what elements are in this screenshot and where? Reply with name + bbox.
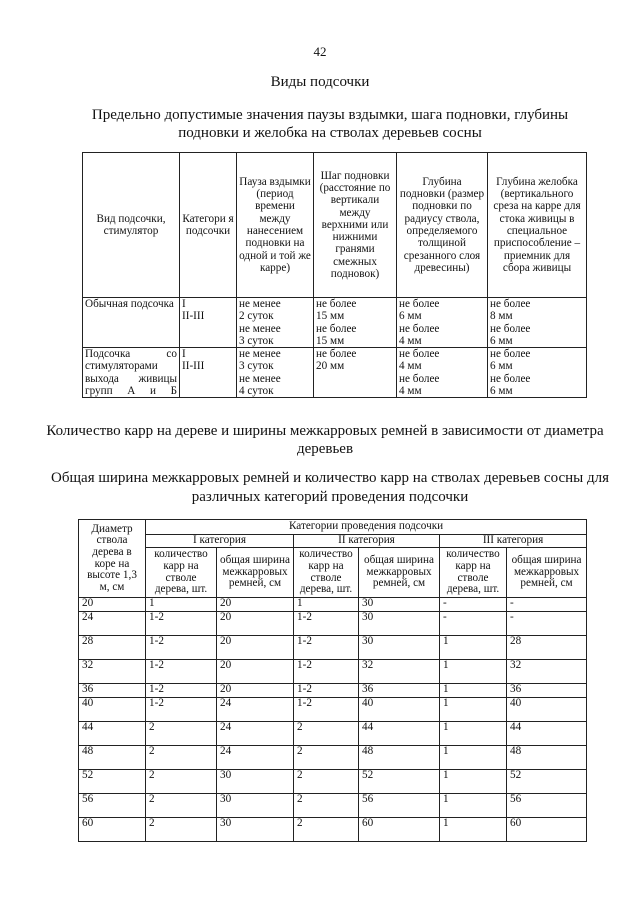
table-cell: - — [440, 598, 507, 612]
carre-count-table — [78, 519, 587, 842]
table-cell: 56 — [507, 794, 587, 818]
header-categories: Категории проведения подсочки — [146, 520, 587, 535]
table-cell: 2 — [146, 818, 217, 842]
cell-diameter: 36 — [79, 684, 146, 698]
table-row — [79, 598, 587, 612]
table-cell: 20 — [217, 660, 294, 684]
table2-body — [79, 598, 587, 842]
table-row — [79, 684, 587, 698]
table-cell: 1-2 — [294, 698, 359, 722]
header-width-2: общая ширина межкарровых ремней, см — [359, 548, 440, 598]
cell-diameter: 20 — [79, 598, 146, 612]
table-cell: 2 — [146, 746, 217, 770]
table-cell: 1-2 — [294, 636, 359, 660]
table-row — [79, 770, 587, 794]
table-cell: 60 — [507, 818, 587, 842]
table1-caption: Предельно допустимые значения паузы вздымки, шага подновки, глубины подновки и желобка на стволах деревьев сосны — [91, 107, 569, 141]
section-subtitle: Количество карр на дереве и ширины межкарровых ремней в зависимости от диаметра деревьев — [46, 423, 604, 457]
table-cell: 20 — [217, 612, 294, 636]
table-cell: 1-2 — [146, 612, 217, 636]
table-cell: 2 — [294, 746, 359, 770]
header-diameter: Диаметр ствола дерева в коре на высоте 1,3 м, см — [79, 520, 146, 598]
cell-diameter: 48 — [79, 746, 146, 770]
category-3: III категория — [440, 535, 587, 548]
cell-type: Обычная подсочка — [83, 298, 180, 348]
table-cell: 30 — [217, 818, 294, 842]
table-row — [79, 746, 587, 770]
table-cell: 56 — [359, 794, 440, 818]
table-cell: 2 — [294, 818, 359, 842]
table2-caption: Общая ширина межкарровых ремней и количество карр на стволах деревьев сосны для различных категорий проведения подсочки — [51, 470, 609, 505]
table-cell: 1 — [294, 598, 359, 612]
cell-step: не более 15 мм не более 15 мм — [314, 298, 397, 348]
table-row — [79, 660, 587, 684]
category-2: II категория — [294, 535, 440, 548]
table2-header-row — [79, 520, 587, 535]
cell-diameter: 56 — [79, 794, 146, 818]
table-cell: 24 — [217, 746, 294, 770]
table-cell: 48 — [507, 746, 587, 770]
header-type: Вид подсочки, стимулятор — [83, 153, 180, 298]
table-cell: 1 — [440, 722, 507, 746]
table-cell: 1 — [440, 698, 507, 722]
table-cell: 1 — [440, 684, 507, 698]
table-row — [83, 348, 587, 398]
table-cell: 2 — [294, 794, 359, 818]
table-cell: 30 — [359, 612, 440, 636]
category-1: I категория — [146, 535, 294, 548]
cell-type: Подсочка со стимуляторами выхода живицы групп А и Б — [83, 348, 180, 398]
section-title: Виды подсочки — [270, 74, 370, 90]
table-cell: 30 — [359, 636, 440, 660]
table-cell: 52 — [507, 770, 587, 794]
table-cell: 24 — [217, 698, 294, 722]
table-cell: 2 — [294, 722, 359, 746]
header-count-2: количество карр на стволе дерева, шт. — [294, 548, 359, 598]
cell-diameter: 24 — [79, 612, 146, 636]
table-cell: 2 — [294, 770, 359, 794]
cell-diameter: 52 — [79, 770, 146, 794]
table-cell: 30 — [217, 770, 294, 794]
table-row — [79, 636, 587, 660]
header-pause: Пауза вздымки (период времени между нанесением подновки на одной и той же карре) — [237, 153, 314, 298]
cell-diameter: 40 — [79, 698, 146, 722]
table-cell: 2 — [146, 770, 217, 794]
header-count-1: количество карр на стволе дерева, шт. — [146, 548, 217, 598]
table-cell: 44 — [359, 722, 440, 746]
table-cell: 1 — [440, 746, 507, 770]
table-cell: 1 — [440, 770, 507, 794]
table-cell: 2 — [146, 794, 217, 818]
cell-depth: не более 4 мм не более 4 мм — [397, 348, 488, 398]
table-cell: 20 — [217, 636, 294, 660]
table-row — [79, 794, 587, 818]
header-step: Шаг подновки (расстояние по вертикали между верхними или нижними гранями смежных подновок) — [314, 153, 397, 298]
table-cell: 1-2 — [294, 660, 359, 684]
cell-depth: не более 6 мм не более 4 мм — [397, 298, 488, 348]
cell-diameter: 44 — [79, 722, 146, 746]
table-row — [79, 612, 587, 636]
table-cell: - — [507, 612, 587, 636]
table-cell: 32 — [507, 660, 587, 684]
table-cell: 20 — [217, 598, 294, 612]
table2-category-row — [79, 535, 587, 548]
table2-subheader-row — [79, 548, 587, 598]
table-cell: 36 — [359, 684, 440, 698]
cell-groove: не более 8 мм не более 6 мм — [488, 298, 587, 348]
header-count-3: количество карр на стволе дерева, шт. — [440, 548, 507, 598]
cell-diameter: 32 — [79, 660, 146, 684]
cell-category: I II-III — [180, 298, 237, 348]
table-cell: 60 — [359, 818, 440, 842]
table-cell: 1-2 — [146, 684, 217, 698]
table-cell: 24 — [217, 722, 294, 746]
cell-step: не более 20 мм — [314, 348, 397, 398]
table-cell: - — [440, 612, 507, 636]
tapping-parameters-table — [82, 152, 587, 398]
cell-category: I II-III — [180, 348, 237, 398]
table-cell: - — [507, 598, 587, 612]
table-cell: 1-2 — [146, 698, 217, 722]
table-row — [79, 722, 587, 746]
table-cell: 32 — [359, 660, 440, 684]
table-cell: 1 — [440, 660, 507, 684]
header-width-3: общая ширина межкарровых ремней, см — [507, 548, 587, 598]
table-cell: 36 — [507, 684, 587, 698]
cell-pause: не менее 2 суток не менее 3 суток — [237, 298, 314, 348]
table1-header-row — [83, 153, 587, 298]
table-cell: 48 — [359, 746, 440, 770]
header-depth: Глубина подновки (размер подновки по радиусу ствола, определяемого толщиной срезанного слоя древесины) — [397, 153, 488, 298]
table-row — [83, 298, 587, 348]
table-cell: 30 — [217, 794, 294, 818]
cell-pause: не менее 3 суток не менее 4 суток — [237, 348, 314, 398]
table-cell: 20 — [217, 684, 294, 698]
table-cell: 1-2 — [294, 612, 359, 636]
table-cell: 1 — [440, 818, 507, 842]
cell-diameter: 28 — [79, 636, 146, 660]
table-cell: 44 — [507, 722, 587, 746]
table-cell: 1-2 — [146, 636, 217, 660]
table-cell: 1-2 — [146, 660, 217, 684]
cell-groove: не более 6 мм не более 6 мм — [488, 348, 587, 398]
table-cell: 40 — [507, 698, 587, 722]
table-cell: 1 — [440, 636, 507, 660]
table-cell: 30 — [359, 598, 440, 612]
table-cell: 52 — [359, 770, 440, 794]
table-cell: 1-2 — [294, 684, 359, 698]
cell-diameter: 60 — [79, 818, 146, 842]
page-number: 42 — [313, 44, 327, 59]
header-groove: Глубина желобка (вертикального среза на карре для стока живицы в специальное приспособление –приемник для сбора живицы — [488, 153, 587, 298]
table-cell: 28 — [507, 636, 587, 660]
header-category: Категори я подсочки — [180, 153, 237, 298]
header-width-1: общая ширина межкарровых ремней, см — [217, 548, 294, 598]
table-row — [79, 818, 587, 842]
table-cell: 1 — [146, 598, 217, 612]
table-cell: 40 — [359, 698, 440, 722]
table-row — [79, 698, 587, 722]
table-cell: 2 — [146, 722, 217, 746]
table-cell: 1 — [440, 794, 507, 818]
